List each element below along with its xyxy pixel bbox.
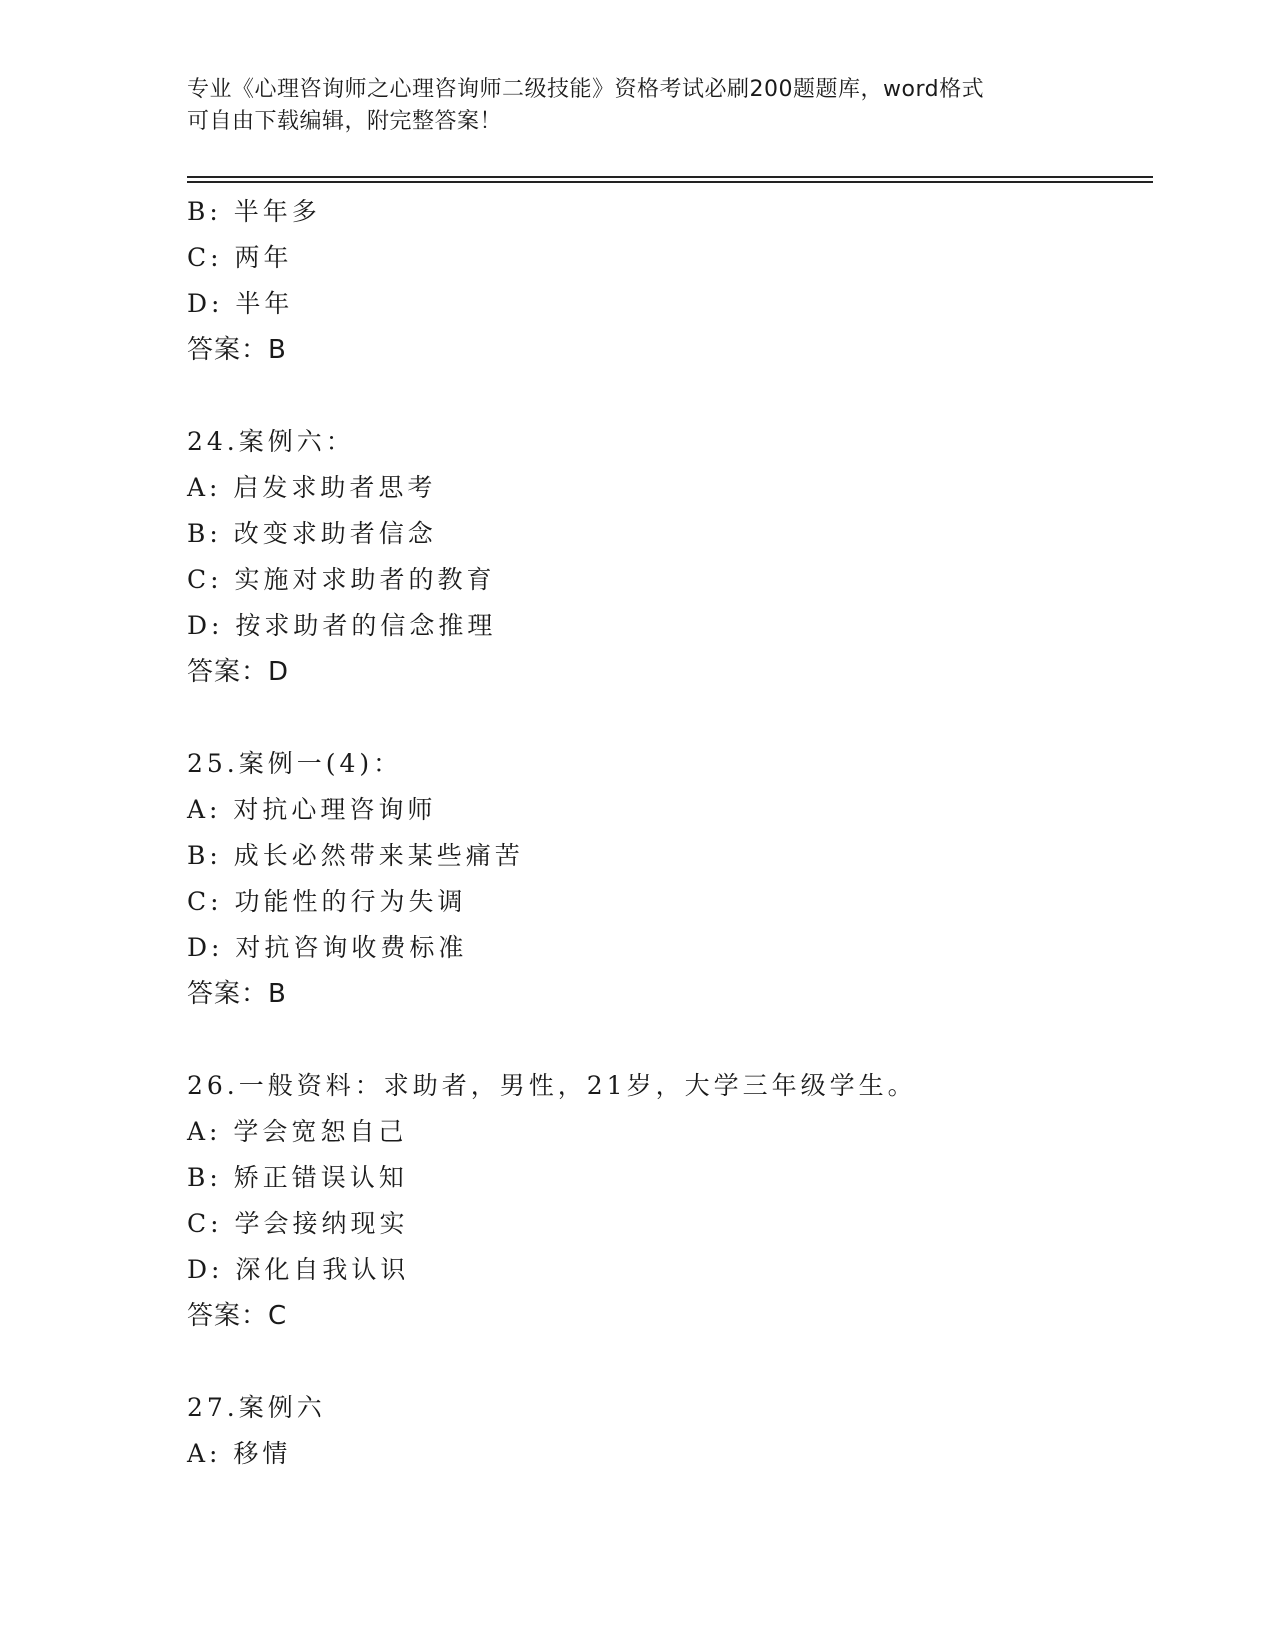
question-title: 25.案例一(4)：	[187, 749, 403, 778]
option-c: C: 实施对求助者的教育	[187, 565, 496, 594]
answer-line: 答案：C	[187, 1301, 288, 1331]
answer-line: 答案：D	[187, 657, 290, 687]
option-a: A: 学会宽恕自己	[187, 1117, 408, 1146]
question-title: 24.案例六：	[187, 427, 355, 456]
option-b: B: 成长必然带来某些痛苦	[187, 841, 524, 870]
header-line-1: 专业《心理咨询师之心理咨询师二级技能》资格考试必刷200题题库，word格式	[187, 77, 985, 102]
option-c: C: 功能性的行为失调	[187, 887, 467, 916]
document-header	[187, 74, 1087, 138]
answer-line: 答案：B	[187, 335, 287, 365]
header-rule-bottom	[187, 181, 1153, 183]
question-27	[187, 1385, 1167, 1477]
header-rule-top	[187, 176, 1153, 178]
question-title: 27.案例六	[187, 1393, 326, 1422]
option-a: A: 启发求助者思考	[187, 473, 437, 502]
option-c: C: 两年	[187, 243, 293, 272]
question-list	[187, 189, 1167, 1477]
continued-question	[187, 189, 1167, 373]
question-title: 26.一般资料：求助者，男性，21岁，大学三年级学生。	[187, 1071, 917, 1100]
option-d: D: 半年	[187, 289, 294, 318]
option-a: A: 移情	[187, 1439, 292, 1468]
option-d: D: 对抗咨询收费标准	[187, 933, 468, 962]
option-d: D: 深化自我认识	[187, 1255, 410, 1284]
question-24	[187, 419, 1167, 695]
question-25	[187, 741, 1167, 1017]
option-c: C: 学会接纳现实	[187, 1209, 409, 1238]
option-b: B: 半年多	[187, 197, 321, 226]
option-d: D: 按求助者的信念推理	[187, 611, 497, 640]
question-26	[187, 1063, 1167, 1339]
option-b: B: 矫正错误认知	[187, 1163, 408, 1192]
header-line-2: 可自由下载编辑，附完整答案！	[187, 109, 503, 134]
option-b: B: 改变求助者信念	[187, 519, 437, 548]
option-a: A: 对抗心理咨询师	[187, 795, 437, 824]
answer-line: 答案：B	[187, 979, 287, 1009]
